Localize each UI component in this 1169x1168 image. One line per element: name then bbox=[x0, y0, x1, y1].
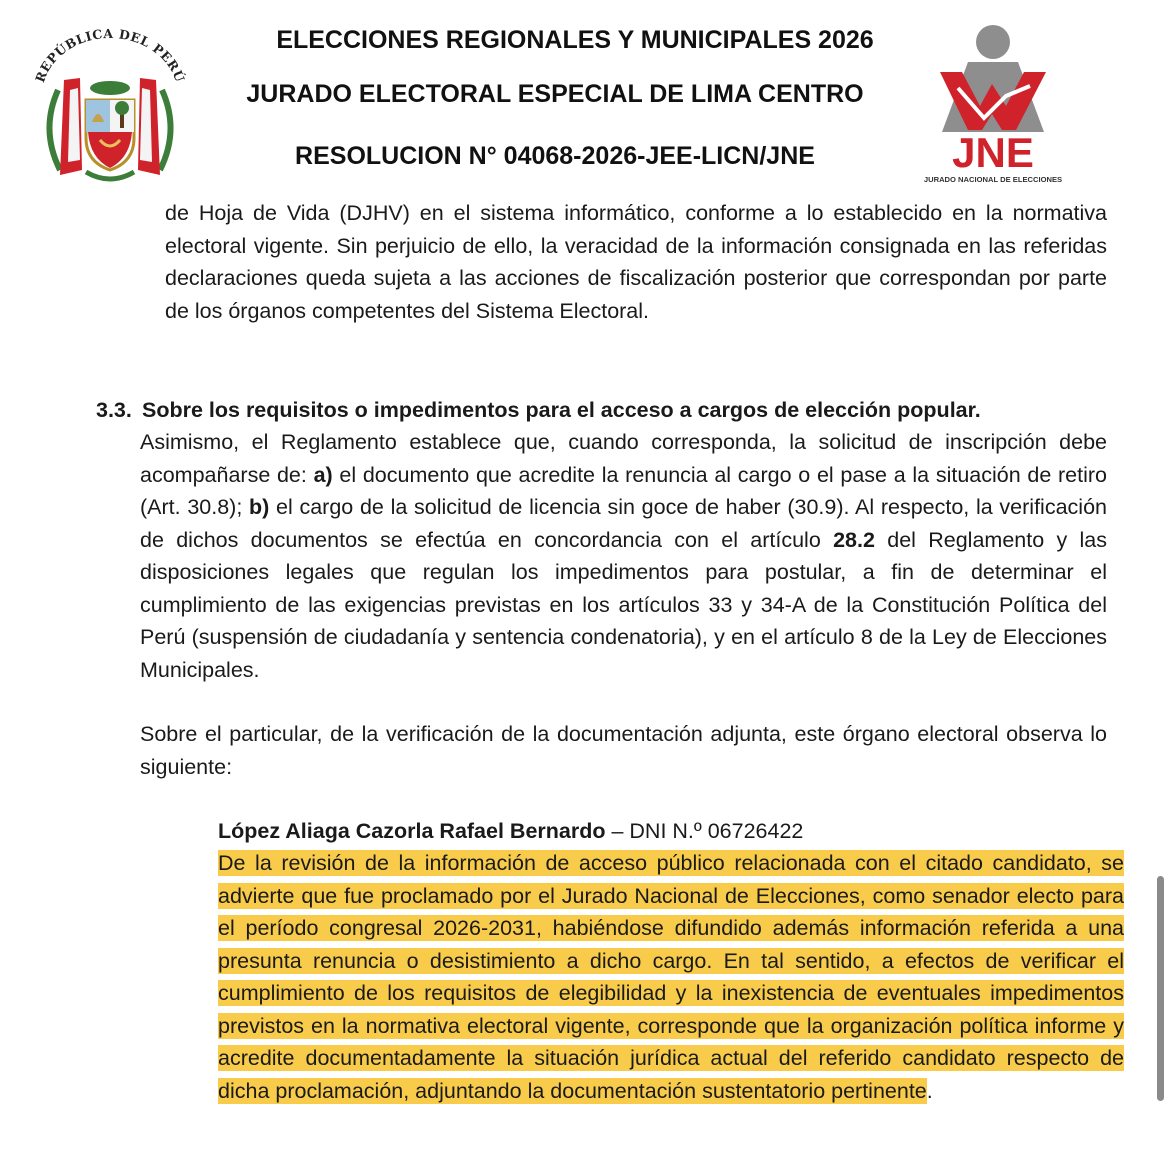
article-number: 28.2 bbox=[833, 527, 875, 552]
requirements-text-4: del Reglamento y las disposiciones legales que regulan los impedimentos para postular, a fin de determinar el cumplimiento de las exigencias previstas en los artículos 33 y 34-A de la Constitución Política del Perú (suspensión de ciudadanía y sentencia condenatoria), y en el artículo 8 de la Ley de Elecciones Municipales. bbox=[140, 527, 1107, 682]
label-b: b) bbox=[249, 495, 270, 519]
highlighted-text: De la revisión de la información de acceso público relacionada con el citado candidato, se advierte que fue proclamado por el Jurado Nacional de Elecciones, como senador electo para el período congresal 2026-2031, habiéndose difundido además información referida a una presunta renuncia o desistimiento a dicho cargo. En tal sentido, a efectos de verificar el cumplimiento de los requisitos de elegibilidad y la inexistencia de eventuales impedimentos previstos en la normativa electoral vigente, corresponde que la organización política informe y acredite documentadamente la situación jurídica actual del referido candidato respecto de dicha proclamación, adjuntando la documentación sustentatorio pertinente bbox=[218, 851, 1124, 1103]
requirements-text-2: el documento que acredite la renuncia al cargo o el pase a la situación de retiro (Art. 30.8); bbox=[140, 462, 1107, 519]
candidate-name: López Aliaga Cazorla Rafael Bernardo bbox=[218, 819, 606, 843]
candidate-line bbox=[218, 815, 803, 848]
jne-subtitle: JURADO NACIONAL DE ELECCIONES bbox=[923, 175, 1063, 184]
candidate-dni: – DNI N.º 06726422 bbox=[605, 819, 804, 843]
vertical-scrollbar[interactable] bbox=[1157, 876, 1164, 1101]
election-title: ELECCIONES REGIONALES Y MUNICIPALES 2026 bbox=[276, 26, 874, 54]
jne-logo bbox=[922, 22, 1064, 190]
label-a: a) bbox=[313, 462, 333, 487]
paragraph-requirements bbox=[140, 426, 1107, 686]
section-number: 3.3. bbox=[96, 398, 132, 422]
jne-acronym: JNE bbox=[952, 129, 1034, 176]
requirements-text-1: Asimismo, el Reglamento establece que, cuando corresponda, la solicitud de inscripción debe acompañarse de: bbox=[140, 430, 1107, 487]
observation-period: . bbox=[926, 1078, 933, 1103]
paragraph-observation-intro: Sobre el particular, de la verificación de la documentación adjunta, este órgano electoral observa lo siguiente: bbox=[140, 722, 1107, 779]
section-title: Sobre los requisitos o impedimentos para el acceso a cargos de elección popular. bbox=[142, 398, 981, 422]
requirements-text-3: el cargo de la solicitud de licencia sin goce de haber (30.9). Al respecto, la verificación de dichos documentos se efectúa en concordancia con el artículo bbox=[140, 495, 1107, 552]
resolution-number: RESOLUCION N° 04068-2026-JEE-LICN/JNE bbox=[295, 142, 815, 170]
tribunal-name: JURADO ELECTORAL ESPECIAL DE LIMA CENTRO bbox=[246, 80, 864, 108]
paragraph-djhv: de Hoja de Vida (DJHV) en el sistema informático, conforme a lo establecido en la normativa electoral vigente. Sin perjuicio de ello, la veracidad de la información consignada en las referidas declaraciones queda sujeta a las acciones de fiscalización posterior que correspondan por parte de los órganos competentes del Sistema Electoral. bbox=[165, 201, 1107, 323]
paragraph-candidate-observation bbox=[218, 847, 1124, 1107]
svg-text:REPÚBLICA DEL PERÚ: REPÚBLICA DEL PERÚ bbox=[32, 25, 188, 85]
